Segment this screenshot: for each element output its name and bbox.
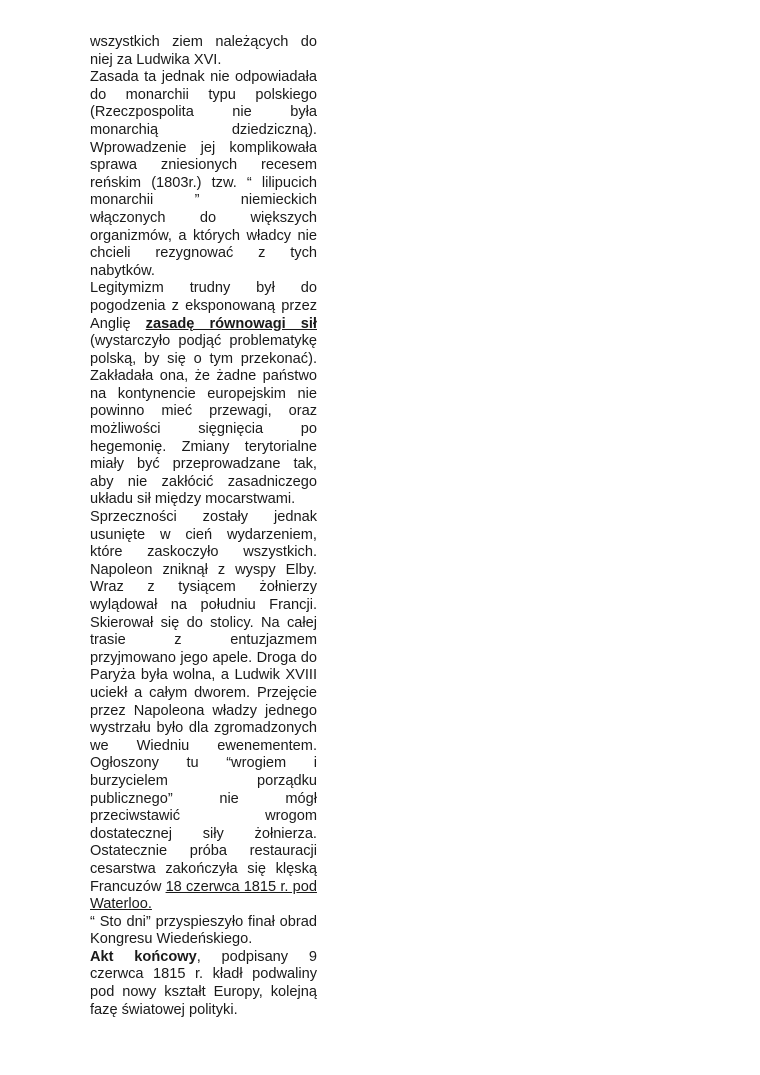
paragraph-2: Zasada ta jednak nie odpowiadała do monarchii typu polskiego (Rzeczpospolita nie była monarchią dziedziczną). Wprowadzenie jej komplikowała sprawa zniesionych recesem reńskim (1803r.) tzw. “ lilipucich monarchii ” niemieckich włączonych do większych organizmów, a których władcy nie chcieli rezygnować z tych nabytków. — [90, 69, 317, 279]
paragraph-4 — [90, 509, 317, 914]
paragraph-6 — [90, 949, 317, 1019]
paragraph-1: wszystkich ziem należących do niej za Ludwika XVI. — [90, 34, 317, 68]
balance-of-power-term: zasadę równowagi sił — [145, 315, 317, 332]
paragraph-4-text: Sprzeczności zostały jednak usunięte w cień wydarzeniem, które zaskoczyło wszystkich. Napoleon zniknął z wyspy Elby. Wraz z tysiącem żołnierzy wylądował na południu Francji. Skierował się do stolicy. Na całej trasie z entuzjazmem przyjmowano jego apele. Droga do Paryża była wolna, a Ludwik XVIII uciekł a całym dworem. Przejęcie przez Napoleona władzy jednego wystrzału było dla zgromadzonych we Wiedniu ewenementem. Ogłoszony tu “wrogiem i burzycielem porządku publicznego” nie mógł przeciwstawić wrogom dostatecznej siły żołnierza. Ostatecznie próba restauracji cesarstwa zakończyła się klęską Francuzów — [90, 509, 317, 895]
paragraph-3 — [90, 280, 317, 509]
waterloo-date: 18 czerwca 1815 r. pod Waterloo. — [90, 878, 317, 913]
final-act-term: Akt końcowy — [90, 948, 197, 965]
paragraph-3-text-a: Legitymizm trudny był do pogodzenia z eksponowaną przez Anglię — [90, 280, 317, 332]
paragraph-3-text-b: (wystarczyło podjąć problematykę polską, by się o tym przekonać). Zakładała ona, że żadne państwo na kontynencie europejskim nie powinno mieć przewagi, oraz możliwości sięgnięcia po hegemonię. Zmiany terytorialne miały być przeprowadzane tak, aby nie zakłócić zasadniczego układu sił między mocarstwami. — [90, 333, 317, 508]
paragraph-6-text: , podpisany 9 czerwca 1815 r. kładł podwaliny pod nowy kształt Europy, kolejną fazę światowej polityki. — [90, 948, 317, 1018]
text-column — [90, 34, 317, 1019]
paragraph-5: “ Sto dni” przyspieszyło finał obrad Kongresu Wiedeńskiego. — [90, 913, 317, 948]
